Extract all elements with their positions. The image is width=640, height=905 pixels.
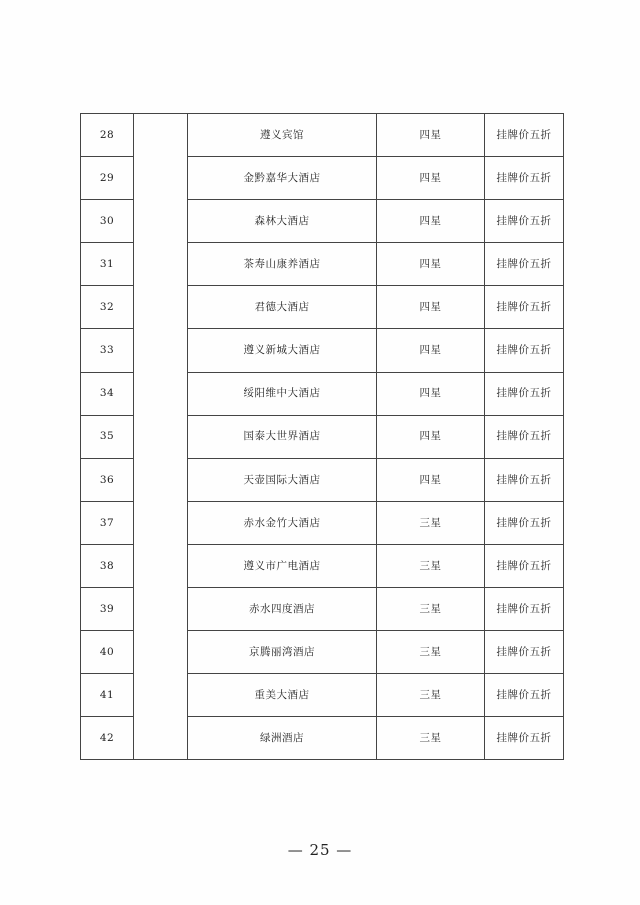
row-number: 34 (81, 372, 134, 415)
row-number: 37 (81, 501, 134, 544)
hotel-name: 赤水四度酒店 (188, 588, 377, 631)
row-number: 32 (81, 286, 134, 329)
star-rating: 四星 (377, 157, 485, 200)
price-policy: 挂牌价五折 (485, 588, 564, 631)
hotel-name: 京腾丽湾酒店 (188, 631, 377, 674)
price-policy: 挂牌价五折 (485, 544, 564, 587)
hotel-table-body (81, 114, 564, 760)
price-policy: 挂牌价五折 (485, 458, 564, 501)
price-policy: 挂牌价五折 (485, 372, 564, 415)
row-number: 38 (81, 544, 134, 587)
price-policy: 挂牌价五折 (485, 329, 564, 372)
row-number: 42 (81, 717, 134, 760)
row-number: 28 (81, 114, 134, 157)
star-rating: 四星 (377, 329, 485, 372)
table-row (81, 114, 564, 157)
hotel-name: 遵义市广电酒店 (188, 544, 377, 587)
star-rating: 四星 (377, 114, 485, 157)
price-policy: 挂牌价五折 (485, 631, 564, 674)
row-number: 36 (81, 458, 134, 501)
row-number: 31 (81, 243, 134, 286)
row-number: 35 (81, 415, 134, 458)
row-number: 30 (81, 200, 134, 243)
merged-blank-cell (134, 114, 188, 760)
hotel-name: 遵义宾馆 (188, 114, 377, 157)
star-rating: 三星 (377, 501, 485, 544)
row-number: 39 (81, 588, 134, 631)
price-policy: 挂牌价五折 (485, 415, 564, 458)
hotel-name: 国泰大世界酒店 (188, 415, 377, 458)
hotel-name: 遵义新城大酒店 (188, 329, 377, 372)
price-policy: 挂牌价五折 (485, 243, 564, 286)
star-rating: 四星 (377, 372, 485, 415)
hotel-name: 重美大酒店 (188, 674, 377, 717)
star-rating: 三星 (377, 717, 485, 760)
row-number: 41 (81, 674, 134, 717)
star-rating: 三星 (377, 631, 485, 674)
star-rating: 四星 (377, 200, 485, 243)
hotel-name: 君德大酒店 (188, 286, 377, 329)
price-policy: 挂牌价五折 (485, 286, 564, 329)
price-policy: 挂牌价五折 (485, 717, 564, 760)
row-number: 29 (81, 157, 134, 200)
price-policy: 挂牌价五折 (485, 157, 564, 200)
price-policy: 挂牌价五折 (485, 501, 564, 544)
row-number: 33 (81, 329, 134, 372)
star-rating: 三星 (377, 588, 485, 631)
star-rating: 四星 (377, 415, 485, 458)
star-rating: 三星 (377, 674, 485, 717)
hotel-table (80, 113, 564, 760)
price-policy: 挂牌价五折 (485, 114, 564, 157)
star-rating: 三星 (377, 544, 485, 587)
hotel-name: 赤水金竹大酒店 (188, 501, 377, 544)
star-rating: 四星 (377, 458, 485, 501)
hotel-name: 绿洲酒店 (188, 717, 377, 760)
price-policy: 挂牌价五折 (485, 674, 564, 717)
page-number: — 25 — (287, 841, 353, 859)
row-number: 40 (81, 631, 134, 674)
hotel-name: 森林大酒店 (188, 200, 377, 243)
hotel-name: 茶寿山康养酒店 (188, 243, 377, 286)
hotel-name: 金黔嘉华大酒店 (188, 157, 377, 200)
hotel-name: 绥阳维中大酒店 (188, 372, 377, 415)
star-rating: 四星 (377, 243, 485, 286)
hotel-name: 天壶国际大酒店 (188, 458, 377, 501)
price-policy: 挂牌价五折 (485, 200, 564, 243)
star-rating: 四星 (377, 286, 485, 329)
